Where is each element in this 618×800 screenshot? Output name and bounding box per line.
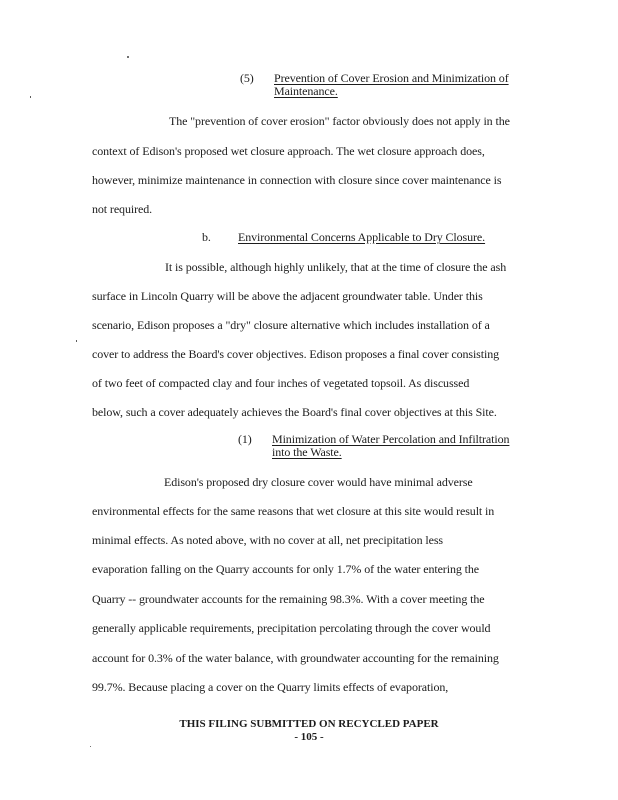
scan-speck <box>127 56 129 58</box>
page-number: - 105 - <box>294 731 324 743</box>
paragraph-1-line-3: however, minimize maintenance in connection with closure since cover maintenance is <box>92 173 502 187</box>
paragraph-2-line-3: scenario, Edison proposes a "dry" closure alternative which includes installation of a <box>92 318 490 332</box>
paragraph-2-line-6: below, such a cover adequately achieves the Board's final cover objectives at this Site. <box>92 405 497 419</box>
paragraph-2-line-4: cover to address the Board's cover objectives. Edison proposes a final cover consisting <box>92 347 500 361</box>
paragraph-3-line-4: evaporation falling on the Quarry accounts for only 1.7% of the water entering the <box>92 562 479 576</box>
section-5-number: (5) <box>240 71 254 85</box>
section-b-number: b. <box>202 230 211 244</box>
paragraph-1-line-2: context of Edison's proposed wet closure approach. The wet closure approach does, <box>92 144 485 158</box>
paragraph-2-line-2: surface in Lincoln Quarry will be above the adjacent groundwater table. Under this <box>92 289 483 303</box>
paragraph-3-line-8: 99.7%. Because placing a cover on the Quarry limits effects of evaporation, <box>92 680 449 694</box>
scan-speck <box>76 340 77 342</box>
scan-speck <box>90 746 91 747</box>
paragraph-3-line-1: Edison's proposed dry closure cover would have minimal adverse <box>164 475 473 489</box>
section-5-title-line-2: Maintenance. <box>274 84 338 98</box>
paragraph-1-line-1: The "prevention of cover erosion" factor obviously does not apply in the <box>169 114 510 128</box>
footer-recycled-notice: THIS FILING SUBMITTED ON RECYCLED PAPER <box>179 718 439 730</box>
section-1-number: (1) <box>238 432 252 446</box>
paragraph-3-line-2: environmental effects for the same reasons that wet closure at this site would result in <box>92 504 495 518</box>
section-1-title-line-2: into the Waste. <box>272 445 342 459</box>
paragraph-3-line-3: minimal effects. As noted above, with no cover at all, net precipitation less <box>92 533 443 547</box>
paragraph-2-line-1: It is possible, although highly unlikely, that at the time of closure the ash <box>165 260 507 274</box>
paragraph-3-line-7: account for 0.3% of the water balance, with groundwater accounting for the remaining <box>92 651 499 665</box>
paragraph-2-line-5: of two feet of compacted clay and four inches of vegetated topsoil. As discussed <box>92 376 470 390</box>
paragraph-1-line-4: not required. <box>92 202 153 216</box>
paragraph-3-line-6: generally applicable requirements, precipitation percolating through the cover would <box>92 621 491 635</box>
section-5-title-line-1: Prevention of Cover Erosion and Minimization of <box>274 71 509 85</box>
scan-speck <box>30 96 31 98</box>
section-1-title-line-1: Minimization of Water Percolation and Infiltration <box>272 432 510 446</box>
paragraph-3-line-5: Quarry -- groundwater accounts for the remaining 98.3%. With a cover meeting the <box>92 592 485 606</box>
section-b-title: Environmental Concerns Applicable to Dry Closure. <box>238 230 486 244</box>
